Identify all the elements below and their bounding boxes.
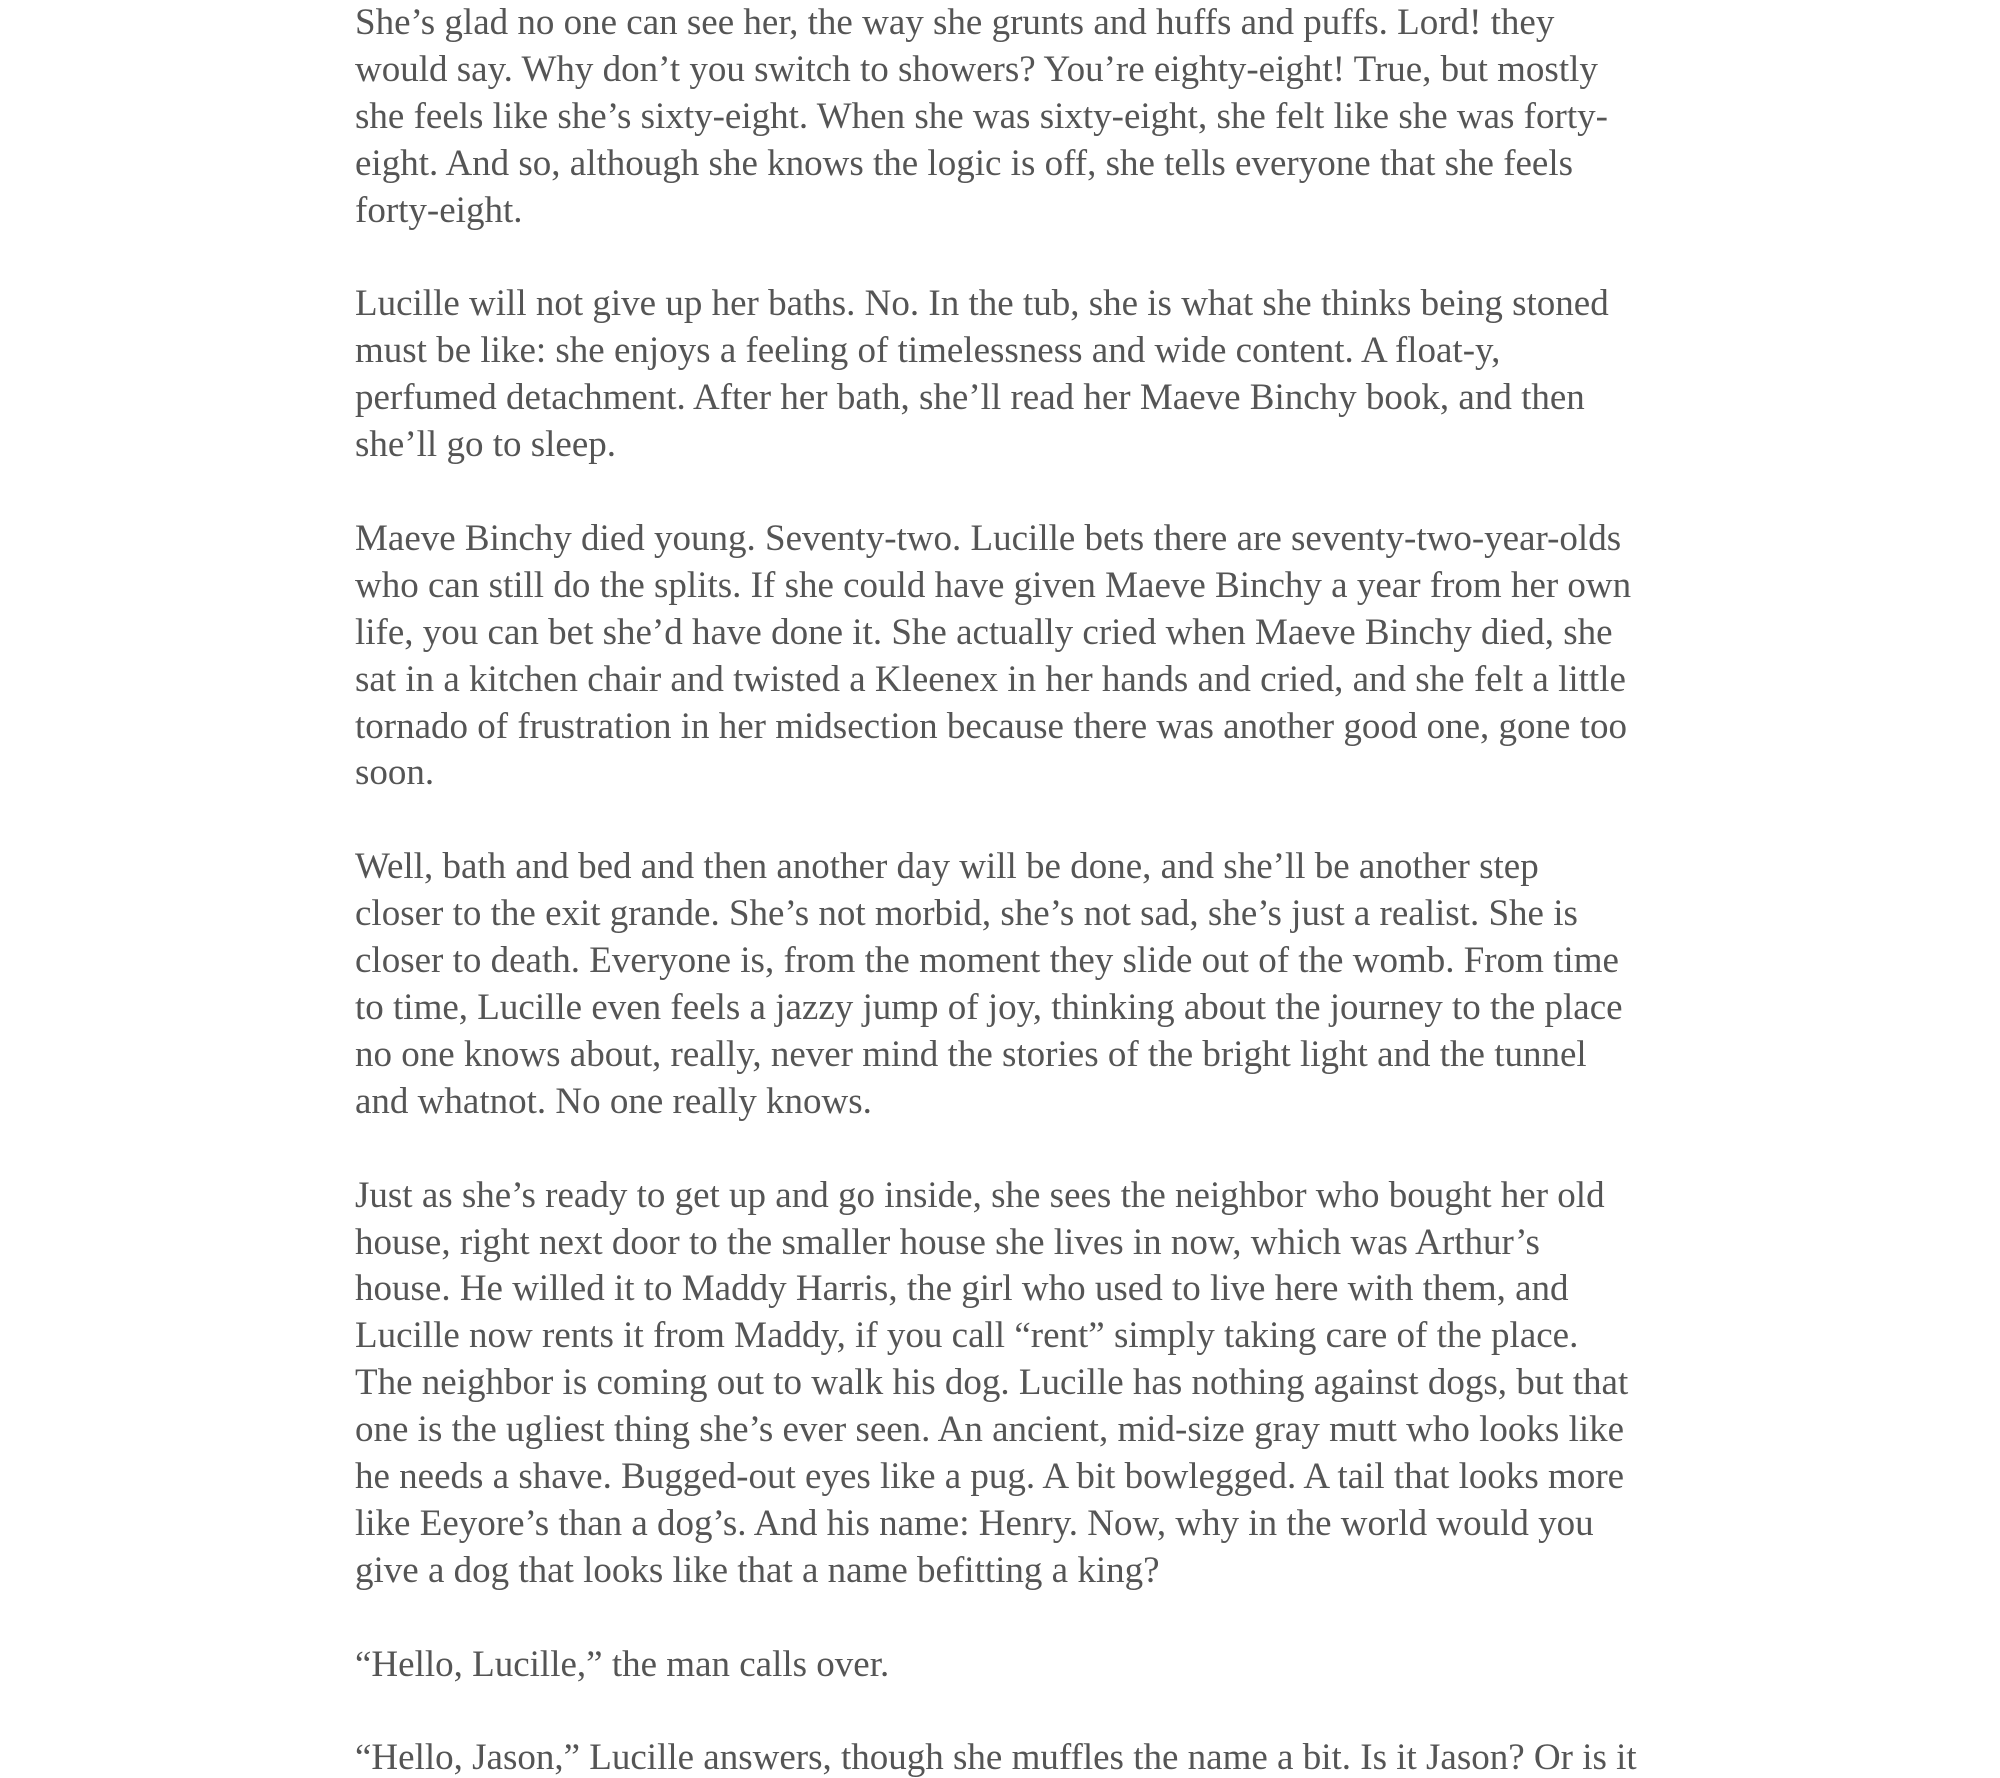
- text-line: soon.: [355, 752, 435, 794]
- text-line: Lucille will not give up her baths. No. In the tub, she is what she thinks being stoned: [355, 283, 1609, 325]
- paragraph-3: [355, 516, 1675, 797]
- paragraph-6: [355, 1642, 1675, 1689]
- text-line: to time, Lucille even feels a jazzy jump of joy, thinking about the journey to the place: [355, 986, 1623, 1028]
- text-line: give a dog that looks like that a name befitting a king?: [355, 1549, 1160, 1591]
- text-column: [355, 0, 1675, 1778]
- text-line: house, right next door to the smaller house she lives in now, which was Arthur’s: [355, 1221, 1540, 1263]
- text-line: Just as she’s ready to get up and go inside, she sees the neighbor who bought her old: [355, 1174, 1605, 1216]
- text-line: eight. And so, although she knows the logic is off, she tells everyone that she feels: [355, 142, 1574, 184]
- text-line: perfumed detachment. After her bath, she’ll read her Maeve Binchy book, and then: [355, 377, 1585, 419]
- paragraph-5: [355, 1173, 1675, 1595]
- text-line: one is the ugliest thing she’s ever seen. An ancient, mid-size gray mutt who looks like: [355, 1409, 1625, 1451]
- text-line: “Hello, Lucille,” the man calls over.: [355, 1643, 890, 1685]
- text-line: Maeve Binchy died young. Seventy-two. Lucille bets there are seventy-two-year-olds: [355, 517, 1622, 559]
- text-line: like Eeyore’s than a dog’s. And his name: Henry. Now, why in the world would you: [355, 1502, 1594, 1544]
- text-line: The neighbor is coming out to walk his dog. Lucille has nothing against dogs, but that: [355, 1362, 1629, 1404]
- text-line: closer to death. Everyone is, from the moment they slide out of the womb. From time: [355, 940, 1619, 982]
- text-line: who can still do the splits. If she could have given Maeve Binchy a year from her own: [355, 564, 1632, 606]
- text-line: he needs a shave. Bugged-out eyes like a pug. A bit bowlegged. A tail that looks more: [355, 1456, 1625, 1498]
- text-line: would say. Why don’t you switch to showers? You’re eighty-eight! True, but mostly: [355, 48, 1598, 90]
- text-line: no one knows about, really, never mind the stories of the bright light and the tunnel: [355, 1033, 1587, 1075]
- paragraph-1: [355, 0, 1675, 235]
- text-line: life, you can bet she’d have done it. She actually cried when Maeve Binchy died, she: [355, 611, 1613, 653]
- text-line: forty-eight.: [355, 189, 523, 231]
- text-line: She’s glad no one can see her, the way she grunts and huffs and puffs. Lord! they: [355, 2, 1555, 43]
- text-line: sat in a kitchen chair and twisted a Kleenex in her hands and cried, and she felt a little: [355, 658, 1626, 700]
- text-line: Lucille now rents it from Maddy, if you call “rent” simply taking care of the place.: [355, 1315, 1579, 1357]
- text-line: tornado of frustration in her midsection because there was another good one, gone too: [355, 705, 1628, 747]
- paragraph-2: [355, 281, 1675, 469]
- text-line: house. He willed it to Maddy Harris, the girl who used to live here with them, and: [355, 1268, 1569, 1310]
- text-line: she’ll go to sleep.: [355, 424, 617, 466]
- text-line: Well, bath and bed and then another day will be done, and she’ll be another step: [355, 846, 1539, 888]
- text-line: must be like: she enjoys a feeling of timelessness and wide content. A float-y,: [355, 330, 1501, 372]
- text-line: and whatnot. No one really knows.: [355, 1080, 872, 1122]
- text-line: closer to the exit grande. She’s not morbid, she’s not sad, she’s just a realist. She is: [355, 893, 1578, 935]
- text-line: she feels like she’s sixty-eight. When she was sixty-eight, she felt like she was forty-: [355, 95, 1608, 137]
- paragraph-4: [355, 844, 1675, 1125]
- paragraph-7: [355, 1735, 1675, 1778]
- text-line: “Hello, Jason,” Lucille answers, though she muffles the name a bit. Is it Jason? Or is it: [355, 1737, 1637, 1778]
